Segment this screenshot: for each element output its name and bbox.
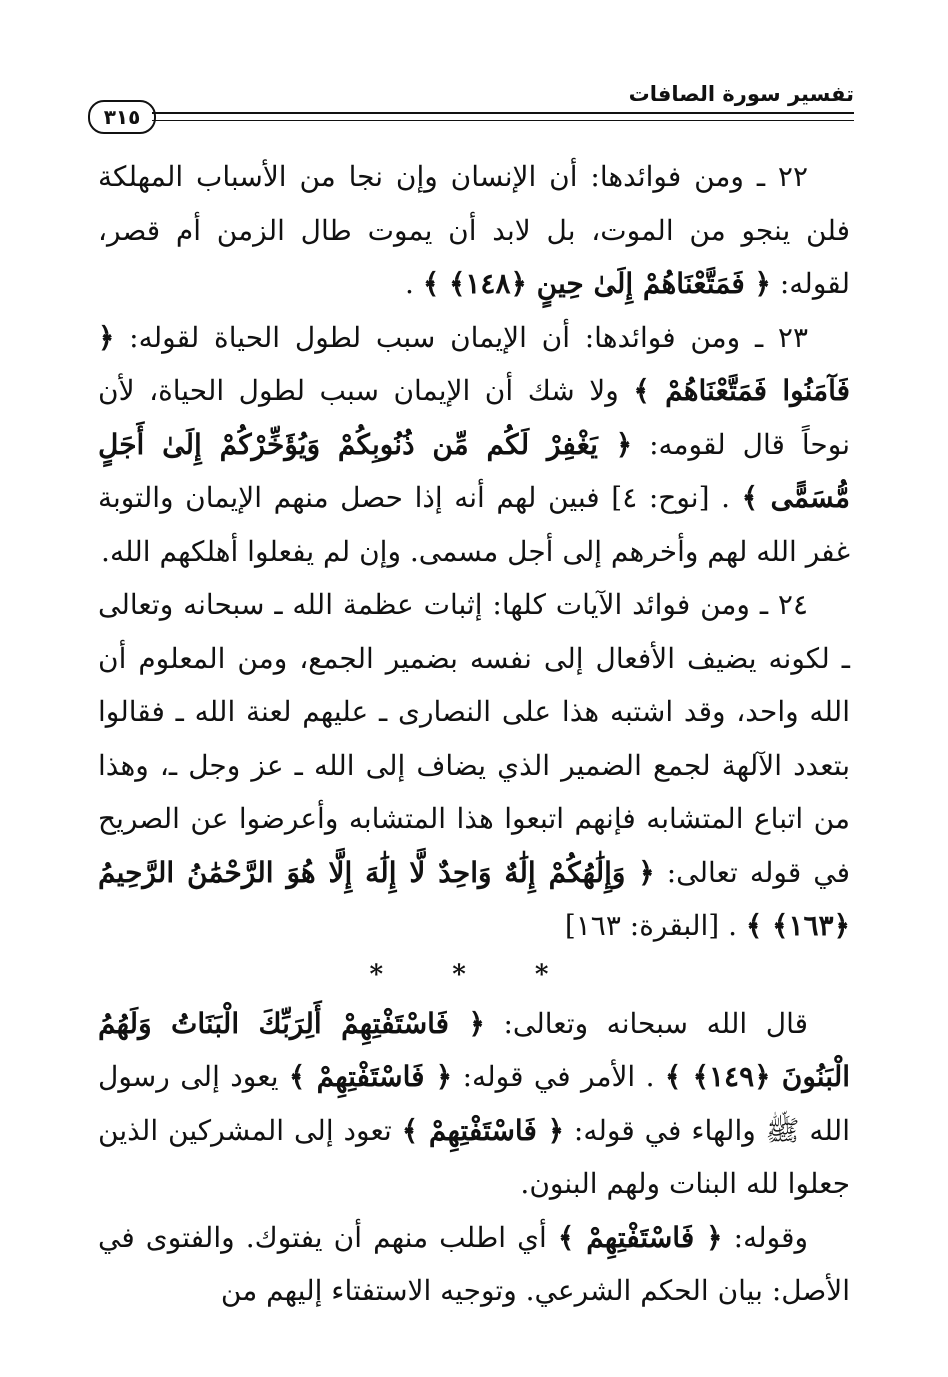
body-text: قال الله سبحانه وتعالى:: [484, 1006, 808, 1040]
body-text: .: [405, 267, 423, 300]
paragraph-istifta: [98, 1211, 850, 1318]
quran-verse: ﴿ فَمَتَّعْنَاهُمْ إِلَىٰ حِينٍ ﴿١٤٨﴾ ﴾: [422, 267, 771, 300]
quran-verse: ﴿ فَاسْتَفْتِهِمْ أَلِرَبِّكَ الْبَنَاتُ وَلَهُمُ الْبَنُونَ ﴿١٤٩﴾ ﴾: [98, 1006, 851, 1093]
body-text: ٢٣ ـ ومن فوائدها: أن الإيمان سبب لطول الحياة لقوله:: [114, 320, 808, 354]
section-separator: * * *: [369, 959, 579, 990]
paragraph-benefit-23: [98, 311, 850, 579]
page-header: [88, 78, 854, 134]
body-text: ولا شك أن الإيمان سبب لطول الحياة، لأن نوحاً قال لقومه:: [98, 374, 851, 461]
paragraph-benefit-22: [98, 150, 850, 311]
body-text: ٢٤ ـ ومن فوائد الآيات كلها: إثبات عظمة الله ـ سبحانه وتعالى ـ لكونه يضيف الأفعال إلى نفسه بضمير الجمع، ومن المعلوم أن الله واحد، وقد اشتبه هذا على النصارى ـ عليهم لعنة الله ـ فقالوا بتعدد الآلهة لجمع الضمير الذي يضاف إلى الله ـ عز وجل ـ، وهذا من اتباع المتشابه فإنهم اتبعوا هذا المتشابه وأعرضوا عن الصريح في قوله تعالى:: [98, 588, 850, 889]
paragraph-verse-149: [98, 997, 850, 1211]
page-number: ٣١٥: [88, 100, 156, 134]
quran-verse: ﴿ فَاسْتَفْتِهِمْ ﴾: [557, 1220, 723, 1254]
body-text: ٢٢ ـ ومن فوائدها: أن الإنسان وإن نجا من الأسباب المهلكة فلن ينجو من الموت، بل لابد أن يموت طال الزمن أم قصر، لقوله:: [98, 160, 850, 300]
quran-verse: ﴿ يَغْفِرْ لَكُم مِّن ذُنُوبِكُمْ وَيُؤَخِّرْكُمْ إِلَىٰ أَجَلٍ مُّسَمًّى ﴾: [98, 427, 850, 514]
body-text: وقوله:: [722, 1220, 808, 1254]
body-text: أي اطلب منهم أن يفتوك. والفتوى في الأصل: بيان الحكم الشرعي. وتوجيه الاستفتاء إليهم من: [98, 1220, 850, 1307]
quran-verse: ﴿ وَإِلَٰهُكُمْ إِلَٰهٌ وَاحِدٌ لَّا إِلَٰهَ إِلَّا هُوَ الرَّحْمَٰنُ الرَّحِيمُ ﴿١٦٣﴾ ﴾: [98, 855, 850, 942]
quran-verse: ﴿ فَاسْتَفْتِهِمْ ﴾: [288, 1060, 453, 1093]
quran-verse: ﴿ فَآمَنُوا فَمَتَّعْنَاهُمْ ﴾: [98, 320, 851, 407]
body-text: . [نوح: ٤] فبين لهم أنه إذا حصل منهم الإيمان والتوبة غفر الله لهم وأخرهم إلى أجل مسمى. وإن لم يفعلوا أهلكهم الله.: [98, 481, 850, 568]
body-text: . الأمر في قوله:: [452, 1060, 665, 1093]
page-body: [98, 150, 850, 1318]
quran-verse: ﴿ فَاسْتَفْتِهِمْ ﴾: [401, 1113, 565, 1147]
header-rule: [152, 112, 854, 121]
paragraph-benefit-24: [98, 578, 850, 953]
body-text: تعود إلى المشركين الذين جعلوا لله البنات ولهم البنون.: [98, 1113, 850, 1200]
running-title: تفسير سورة الصافات: [628, 82, 854, 106]
body-text: يعود إلى رسول الله ﷺ والهاء في قوله:: [98, 1060, 850, 1147]
body-text: . [البقرة: ١٦٣]: [564, 909, 746, 942]
